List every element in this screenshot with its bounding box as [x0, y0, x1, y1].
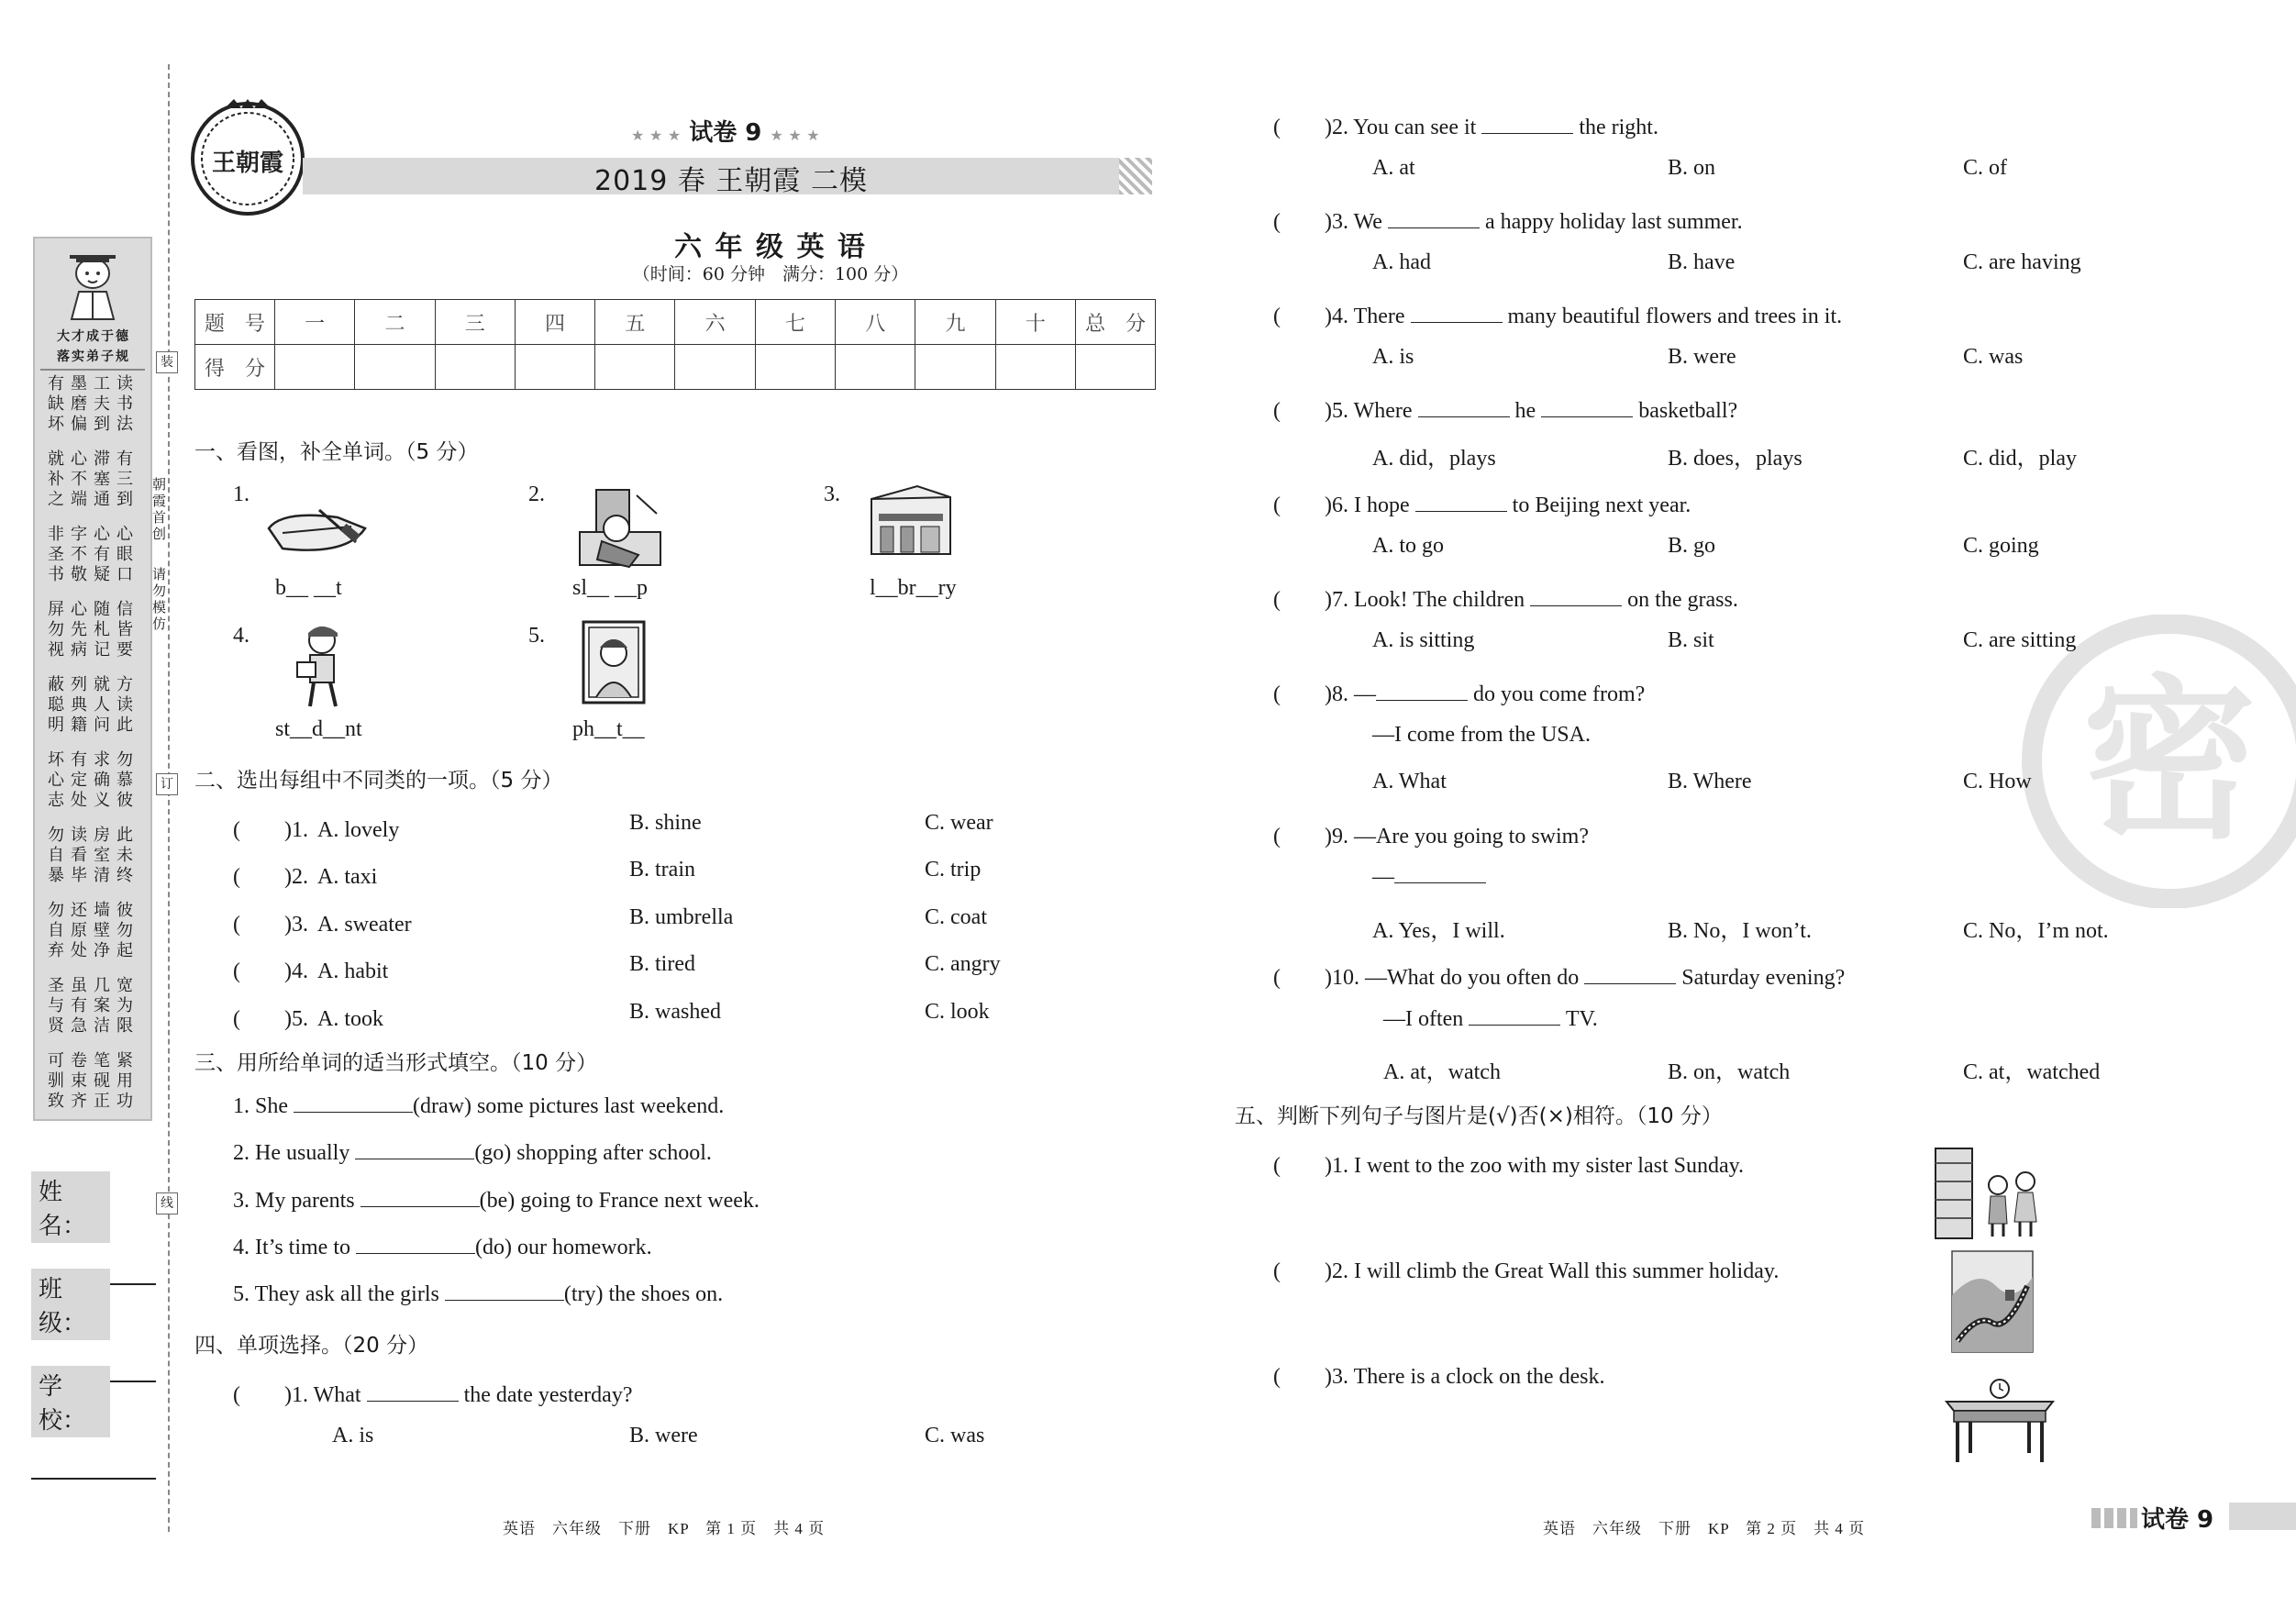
school-field[interactable] — [31, 1366, 156, 1480]
score-header-cell: 总 分 — [1076, 300, 1156, 345]
svg-text:王朝霞: 王朝霞 — [211, 150, 284, 177]
answer-bracket[interactable]: ( — [1273, 305, 1325, 328]
verse-line: 屏心随信 — [48, 600, 139, 619]
s3-pre: 2. He usually — [233, 1141, 350, 1165]
s4-pre: We — [1353, 210, 1382, 234]
s3-post: the shoes on. — [608, 1282, 724, 1306]
sidebar-motto-panel — [33, 237, 152, 1121]
answer-bracket[interactable]: ( — [1273, 1365, 1325, 1389]
s3-item5 — [233, 1281, 723, 1307]
verse-line: 勿还墙彼 — [48, 901, 139, 920]
s3-item3 — [233, 1188, 760, 1214]
s4-num: )6. — [1325, 494, 1348, 517]
s4-q8-c: C. How — [1963, 770, 2032, 793]
great-wall-icon — [1950, 1249, 2035, 1354]
score-header-cell: 一 — [275, 300, 355, 345]
answer-bracket[interactable]: ( — [1273, 825, 1325, 848]
s5-num: )2. — [1325, 1259, 1348, 1283]
answer-bracket[interactable]: ( — [233, 959, 284, 983]
s1-item5-word: ph__t__ — [572, 717, 645, 741]
s3-blank[interactable] — [445, 1281, 564, 1301]
s2-row1 — [233, 811, 399, 843]
verse-line: 勿读房此 — [48, 826, 139, 845]
s4-q10-line2-post: TV. — [1565, 1007, 1598, 1031]
library-building-icon — [862, 481, 954, 558]
s3-pre: 3. My parents — [233, 1189, 355, 1213]
s4-q10-post: Saturday evening? — [1681, 966, 1846, 990]
s4-q2-a: A. at — [1372, 156, 1415, 180]
s4-q8 — [1273, 675, 1645, 707]
s1-item4-word: st__d__nt — [275, 717, 362, 741]
s4-blank[interactable] — [367, 1382, 459, 1402]
school-underline — [31, 1478, 156, 1480]
score-cell[interactable] — [1076, 345, 1156, 390]
verse-line: 就心滞有 — [48, 449, 139, 469]
s4-q4 — [1273, 297, 1842, 329]
score-header-cell: 二 — [355, 300, 435, 345]
s2-option-a: A. sweater — [317, 913, 412, 937]
section1-title: 一、看图，补全单词。（5 分） — [194, 440, 479, 464]
s3-post: some pictures last weekend. — [476, 1094, 725, 1118]
s4-q8-post: do you come from? — [1473, 682, 1646, 706]
verse-line: 之端通到 — [48, 490, 139, 509]
s4-q6-b: B. go — [1668, 534, 1716, 558]
s4-num: )9. — [1325, 825, 1348, 848]
score-table — [194, 299, 1156, 390]
verse-line: 暴毕清终 — [48, 866, 139, 885]
sleeping-child-icon — [574, 486, 666, 569]
verse-line: 聪典人读 — [48, 695, 139, 715]
s3-item2 — [233, 1140, 712, 1166]
motto-top: 大才成于德 — [57, 329, 130, 344]
verse-line: 补不塞三 — [48, 470, 139, 489]
answer-bracket[interactable]: ( — [1273, 116, 1325, 139]
answer-bracket[interactable]: ( — [1273, 1259, 1325, 1283]
s4-q8-dash: — — [1354, 682, 1376, 706]
s3-post: going to France next week. — [520, 1189, 760, 1213]
score-header-cell: 三 — [435, 300, 515, 345]
cut-label-1: 装 — [156, 351, 178, 373]
s2-row2-b: B. train — [629, 858, 695, 882]
s3-item4 — [233, 1235, 652, 1260]
score-header-cell: 七 — [755, 300, 835, 345]
s4-post: basketball? — [1638, 399, 1738, 423]
s2-num: )1. — [284, 818, 308, 842]
s4-q1-a: A. is — [332, 1424, 374, 1447]
s4-q7 — [1273, 581, 1738, 613]
s4-q9-b: B. No，I won’t. — [1668, 919, 1812, 943]
s4-num: )4. — [1325, 305, 1348, 328]
verse-line: 缺磨夫书 — [48, 394, 139, 414]
s4-blank[interactable] — [1388, 209, 1480, 228]
s2-option-a: A. lovely — [317, 818, 400, 842]
time-info: （时间：60 分钟 满分：100 分） — [632, 264, 909, 284]
s4-q9-a: A. Yes，I will. — [1372, 919, 1505, 943]
s2-num: )5. — [284, 1007, 308, 1031]
score-row — [195, 345, 1156, 390]
verse-line: 圣虽几宽 — [48, 976, 139, 995]
s4-q4-c: C. was — [1963, 345, 2024, 369]
s4-num: )8. — [1325, 682, 1348, 706]
answer-bracket[interactable]: ( — [1273, 1154, 1325, 1178]
score-cell[interactable] — [595, 345, 675, 390]
s2-row1-c: C. wear — [925, 811, 993, 835]
s4-blank[interactable] — [1530, 587, 1622, 606]
school-label: 学 校： — [31, 1366, 110, 1437]
s1-item1-num: 1. — [233, 482, 250, 506]
s4-pre: What — [313, 1383, 361, 1407]
section2-title: 二、选出每组中不同类的一项。（5 分） — [194, 769, 563, 793]
verse-line: 自看室未 — [48, 846, 139, 865]
s3-hint: (draw) — [413, 1094, 471, 1118]
answer-bracket[interactable]: ( — [233, 818, 284, 842]
score-header-cell: 题 号 — [195, 300, 275, 345]
s3-blank[interactable] — [360, 1188, 480, 1207]
class-label: 班 级： — [31, 1269, 110, 1340]
exam-serial-text: 试卷 9 — [689, 119, 762, 147]
s4-num: )3. — [1325, 210, 1348, 234]
subject-title: 六 年 级 英 语 — [674, 231, 867, 263]
s3-item1 — [233, 1093, 724, 1119]
answer-bracket[interactable]: ( — [1273, 588, 1325, 612]
s4-q9-line1: —Are you going to swim? — [1354, 825, 1589, 848]
s3-pre: 4. It’s time to — [233, 1236, 350, 1259]
s2-row2 — [233, 858, 377, 890]
s4-q6 — [1273, 486, 1691, 518]
s4-q10-a: A. at，watch — [1383, 1060, 1501, 1084]
verse-line: 蔽列就方 — [48, 675, 139, 694]
s2-row4-c: C. angry — [925, 952, 1001, 976]
s4-post: many beautiful flowers and trees in it. — [1507, 305, 1843, 328]
verse-line: 致齐正功 — [48, 1092, 139, 1111]
s4-blank[interactable] — [1394, 864, 1486, 883]
verse-line: 志处义彼 — [48, 791, 139, 810]
verse-line: 明籍问此 — [48, 715, 139, 735]
s5-item1 — [1273, 1147, 1744, 1179]
s4-q3-c: C. are having — [1963, 250, 2081, 274]
exam-serial: ★ ★ ★ 试卷 9 ★ ★ ★ — [631, 119, 820, 147]
s4-pre: You can see it — [1353, 116, 1477, 139]
s5-item3 — [1273, 1358, 1604, 1390]
s4-post: the date yesterday? — [463, 1383, 633, 1407]
verse-line: 贤急洁限 — [48, 1016, 139, 1036]
answer-bracket[interactable]: ( — [1273, 210, 1325, 234]
s1-item2-num: 2. — [528, 482, 545, 506]
s3-blank[interactable] — [294, 1093, 413, 1113]
s2-option-a: A. took — [317, 1007, 383, 1031]
s4-q9-line2 — [1372, 864, 1486, 890]
s4-num: )10. — [1325, 966, 1359, 990]
verse-line: 与有案为 — [48, 996, 139, 1015]
s5-item2 — [1273, 1252, 1779, 1284]
s2-option-a: A. habit — [317, 959, 389, 983]
answer-bracket[interactable]: ( — [1273, 966, 1325, 990]
verse-line: 非字心心 — [48, 525, 139, 544]
photo-frame-icon — [582, 620, 646, 704]
score-cell[interactable] — [435, 345, 515, 390]
answer-bracket[interactable]: ( — [1273, 682, 1325, 706]
s1-item3-num: 3. — [824, 482, 840, 506]
cut-label-3: 线 — [156, 1192, 178, 1214]
motto-bottom: 落实弟子规 — [57, 349, 130, 364]
s3-pre: 1. She — [233, 1094, 288, 1118]
s4-q5-c: C. did，play — [1963, 447, 2077, 471]
s4-blank[interactable] — [1411, 304, 1503, 323]
s4-q3-a: A. had — [1372, 250, 1431, 274]
s4-blank[interactable] — [1469, 1006, 1560, 1026]
s4-q6-a: A. to go — [1372, 534, 1444, 558]
name-label: 姓 名： — [31, 1171, 110, 1243]
s4-q10 — [1273, 959, 1845, 991]
s4-mid: he — [1514, 399, 1536, 423]
s4-num: )2. — [1325, 116, 1348, 139]
student-icon — [290, 620, 354, 712]
verse-line: 心定确慕 — [48, 771, 139, 790]
s2-num: )3. — [284, 913, 308, 937]
score-header-cell: 四 — [515, 300, 594, 345]
s4-q10-b: B. on，watch — [1668, 1060, 1791, 1084]
motto-divider — [40, 369, 145, 371]
section5-title: 五、判断下列句子与图片是(√)否(×)相符。（10 分） — [1235, 1104, 1723, 1128]
s1-item3-word: l__br__ry — [870, 576, 957, 600]
s2-row4 — [233, 952, 388, 984]
s4-q10-line2-pre: —I often — [1383, 1007, 1464, 1031]
s3-hint: (try) — [563, 1282, 604, 1306]
s4-q2 — [1273, 108, 1658, 140]
answer-bracket[interactable]: ( — [1273, 399, 1325, 423]
seal-text-1: 朝霞首创 — [150, 477, 167, 543]
score-cell[interactable] — [755, 345, 835, 390]
s4-blank[interactable] — [1415, 493, 1507, 512]
score-cell[interactable] — [275, 345, 355, 390]
s4-q10-line2 — [1383, 1006, 1598, 1032]
s4-pre: Where — [1353, 399, 1413, 423]
s4-q5-b: B. does，plays — [1668, 447, 1802, 471]
s2-row3-b: B. umbrella — [629, 905, 734, 929]
answer-bracket[interactable]: ( — [233, 1383, 284, 1407]
verse-line: 驯束砚用 — [48, 1071, 139, 1091]
scholar-mascot-icon — [51, 246, 134, 327]
s4-q7-a: A. is sitting — [1372, 628, 1475, 652]
s3-post: our homework. — [516, 1236, 652, 1259]
sidebar-dashed-line — [168, 64, 170, 1532]
corner-label: 试卷 9 — [2141, 1506, 2214, 1534]
s4-q3 — [1273, 203, 1743, 235]
verse-line: 有墨工读 — [48, 374, 139, 394]
corner-bar — [2229, 1503, 2296, 1530]
s4-q8-b: B. Where — [1668, 770, 1752, 793]
s4-num: )7. — [1325, 588, 1348, 612]
s2-option-a: A. taxi — [317, 865, 378, 889]
boat-icon — [264, 492, 374, 565]
s4-post: the right. — [1579, 116, 1658, 139]
s4-num: )1. — [284, 1383, 308, 1407]
s4-blank[interactable] — [1584, 965, 1676, 984]
s4-q3-b: B. have — [1668, 250, 1736, 274]
s2-row1-b: B. shine — [629, 811, 702, 835]
score-header-row — [195, 300, 1156, 345]
s2-row3 — [233, 905, 412, 937]
score-header-cell: 九 — [915, 300, 995, 345]
verse-line: 自原壁勿 — [48, 921, 139, 940]
s1-item4-num: 4. — [233, 624, 250, 648]
s4-blank[interactable] — [1541, 398, 1633, 417]
s3-pre: 5. They ask all the girls — [233, 1282, 439, 1306]
s2-num: )4. — [284, 959, 308, 983]
verse-line: 视病记要 — [48, 640, 139, 660]
s4-q2-c: C. of — [1963, 156, 2007, 180]
score-header-cell: 五 — [595, 300, 675, 345]
cut-label-2: 订 — [156, 773, 178, 795]
verse-line: 可卷笔紧 — [48, 1051, 139, 1070]
footer-left: 英语 六年级 下册 KP 第 1 页 共 4 页 — [503, 1520, 826, 1537]
s4-q9 — [1273, 817, 1589, 849]
score-header-cell: 十 — [995, 300, 1075, 345]
s5-text: I went to the zoo with my sister last Sunday. — [1354, 1154, 1745, 1178]
section4-title: 四、单项选择。（20 分） — [194, 1334, 429, 1358]
s5-text: There is a clock on the desk. — [1353, 1365, 1605, 1389]
s2-row2-c: C. trip — [925, 858, 982, 882]
s4-blank[interactable] — [1376, 682, 1468, 701]
s4-q1-c: C. was — [925, 1424, 985, 1447]
seal-text-2: 请勿模仿 — [150, 567, 167, 633]
s4-q9-dash: — — [1372, 865, 1394, 889]
section3-title: 三、用所给单词的适当形式填空。（10 分） — [194, 1051, 598, 1075]
s4-q2-b: B. on — [1668, 156, 1716, 180]
s4-pre: I hope — [1354, 494, 1410, 517]
score-cell[interactable] — [515, 345, 594, 390]
s4-q4-b: B. were — [1668, 345, 1736, 369]
corner-tag — [2091, 1501, 2296, 1532]
s4-q10-c: C. at，watched — [1963, 1060, 2101, 1084]
s4-blank[interactable] — [1418, 398, 1510, 417]
zoo-kids-icon — [1934, 1145, 2047, 1242]
exam-title: 2019 春 王朝霞 二模 — [594, 165, 868, 197]
s4-q5 — [1273, 392, 1737, 424]
desk-clock-icon — [1943, 1374, 2057, 1466]
verse-line: 坏偏到法 — [48, 415, 139, 434]
s2-row4-b: B. tired — [629, 952, 695, 976]
score-cell[interactable] — [355, 345, 435, 390]
s3-hint: (be) — [479, 1189, 516, 1213]
s2-row5 — [233, 1000, 383, 1032]
verse-line: 圣不有眼 — [48, 545, 139, 564]
verse-line: 勿先札皆 — [48, 620, 139, 639]
s4-q1-b: B. were — [629, 1424, 698, 1447]
verse-line: 坏有求勿 — [48, 750, 139, 770]
s2-row5-c: C. look — [925, 1000, 990, 1024]
answer-bracket[interactable]: ( — [233, 913, 284, 937]
score-cell[interactable] — [836, 345, 915, 390]
verse-line: 弃处净起 — [48, 941, 139, 960]
s4-q4-a: A. is — [1372, 345, 1414, 369]
watermark-seal — [2018, 615, 2296, 908]
s4-q7-b: B. sit — [1668, 628, 1714, 652]
answer-bracket[interactable]: ( — [233, 1007, 284, 1031]
score-row-label: 得 分 — [195, 345, 275, 390]
s2-num: )2. — [284, 865, 308, 889]
s4-post: on the grass. — [1627, 588, 1738, 612]
s4-q8-line2: —I come from the USA. — [1372, 723, 1591, 747]
s4-num: )5. — [1325, 399, 1348, 423]
s1-item2-word: sl__ __p — [572, 576, 649, 600]
s4-pre: There — [1353, 305, 1405, 328]
score-header-cell: 八 — [836, 300, 915, 345]
score-cell[interactable] — [995, 345, 1075, 390]
score-cell[interactable] — [675, 345, 755, 390]
s4-post: to Beijing next year. — [1512, 494, 1691, 517]
s2-row3-c: C. coat — [925, 905, 987, 929]
s3-hint: (go) — [474, 1141, 512, 1165]
s4-q10-pre: —What do you often do — [1365, 966, 1580, 990]
s2-row5-b: B. washed — [629, 1000, 721, 1024]
s4-q6-c: C. going — [1963, 534, 2039, 558]
s3-post: shopping after school. — [516, 1141, 712, 1165]
s3-hint: (do) — [475, 1236, 512, 1259]
corner-squares — [2091, 1508, 2137, 1528]
s4-q8-a: A. What — [1372, 770, 1447, 793]
verse-list — [48, 374, 143, 1126]
s4-q1 — [233, 1376, 632, 1408]
s4-q5-a: A. did，plays — [1372, 447, 1496, 471]
s3-blank[interactable] — [355, 1140, 474, 1159]
s5-num: )3. — [1325, 1365, 1348, 1389]
s4-post: a happy holiday last summer. — [1484, 210, 1743, 234]
watermark-char: 密 — [2081, 660, 2257, 862]
answer-bracket[interactable]: ( — [233, 865, 284, 889]
score-header-cell: 六 — [675, 300, 755, 345]
s3-blank[interactable] — [356, 1235, 475, 1254]
s5-text: I will climb the Great Wall this summer holiday. — [1354, 1259, 1780, 1283]
brand-logo-icon — [188, 99, 307, 218]
s1-item1-word: b__ __t — [275, 576, 342, 600]
s4-q9-c: C. No，I’m not. — [1963, 919, 2109, 943]
s4-q7-c: C. are sitting — [1963, 628, 2077, 652]
verse-line: 书敬疑口 — [48, 565, 139, 584]
s4-pre: Look! The children — [1354, 588, 1525, 612]
s4-blank[interactable] — [1481, 115, 1573, 134]
ribbon-checker — [1119, 158, 1152, 194]
s1-item5-num: 5. — [528, 624, 545, 648]
score-cell[interactable] — [915, 345, 995, 390]
s5-num: )1. — [1325, 1154, 1348, 1178]
footer-right: 英语 六年级 下册 KP 第 2 页 共 4 页 — [1543, 1520, 1866, 1537]
answer-bracket[interactable]: ( — [1273, 494, 1325, 517]
